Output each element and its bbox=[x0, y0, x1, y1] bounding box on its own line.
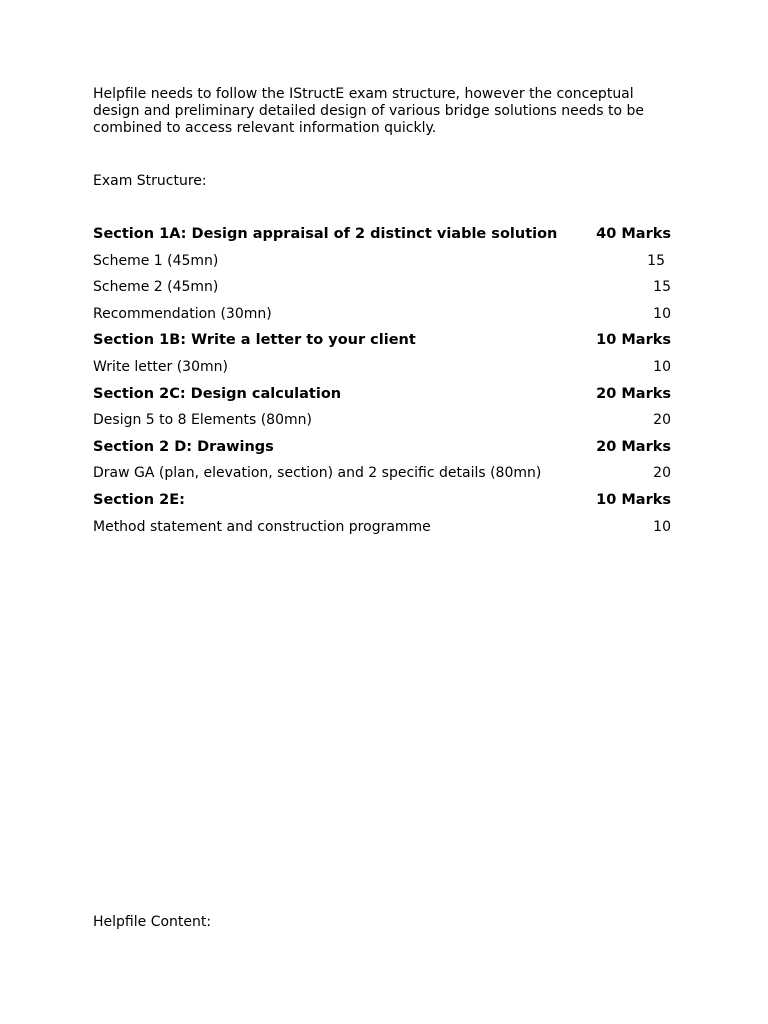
section-row-2d bbox=[93, 434, 671, 461]
item-label: Draw GA (plan, elevation, section) and 2 specific details (80mn) bbox=[93, 465, 542, 482]
item-label: Recommendation (30mn) bbox=[93, 305, 272, 322]
section-marks: 10 Marks bbox=[596, 491, 671, 508]
section-marks: 40 Marks bbox=[596, 226, 671, 242]
item-marks: 20 bbox=[653, 412, 671, 429]
item-marks: 10 bbox=[653, 518, 671, 535]
section-title: Section 1B: Write a letter to your client bbox=[93, 332, 416, 349]
intro-paragraph bbox=[93, 86, 683, 137]
item-label: Write letter (30mn) bbox=[93, 358, 228, 375]
item-row bbox=[93, 354, 671, 381]
section-row-2c bbox=[93, 381, 671, 408]
section-marks: 10 Marks bbox=[596, 332, 671, 349]
item-marks: 15 bbox=[653, 279, 671, 296]
exam-structure-heading: Exam Structure: bbox=[93, 173, 207, 189]
intro-line: Helpfile needs to follow the IStructE exam structure, however the conceptual bbox=[93, 86, 634, 102]
intro-line: combined to access relevant information quickly. bbox=[93, 120, 437, 136]
item-label: Method statement and construction programme bbox=[93, 518, 431, 535]
item-marks: 10 bbox=[653, 358, 671, 375]
section-title: Section 2E: bbox=[93, 491, 185, 508]
item-row bbox=[93, 514, 671, 541]
section-row-1a bbox=[93, 221, 671, 248]
item-label: Scheme 1 (45mn) bbox=[93, 252, 219, 269]
section-marks: 20 Marks bbox=[596, 385, 671, 402]
section-title: Section 2 D: Drawings bbox=[93, 438, 274, 455]
section-row-2e bbox=[93, 487, 671, 514]
item-label: Scheme 2 (45mn) bbox=[93, 279, 219, 296]
section-title: Section 1A: Design appraisal of 2 distinct viable solution bbox=[93, 226, 558, 242]
item-row bbox=[93, 301, 671, 328]
section-marks: 20 Marks bbox=[596, 438, 671, 455]
item-row bbox=[93, 248, 671, 275]
item-label: Design 5 to 8 Elements (80mn) bbox=[93, 412, 312, 429]
section-title: Section 2C: Design calculation bbox=[93, 385, 342, 402]
item-row bbox=[93, 460, 671, 487]
item-marks: 15 bbox=[647, 252, 665, 269]
helpfile-content-heading: Helpfile Content: bbox=[93, 914, 212, 930]
item-row bbox=[93, 274, 671, 301]
item-marks: 20 bbox=[653, 465, 671, 482]
exam-structure-table bbox=[93, 221, 671, 540]
intro-line: design and preliminary detailed design of various bridge solutions needs to be bbox=[93, 103, 644, 119]
item-row bbox=[93, 407, 671, 434]
item-marks: 10 bbox=[653, 305, 671, 322]
section-row-1b bbox=[93, 327, 671, 354]
